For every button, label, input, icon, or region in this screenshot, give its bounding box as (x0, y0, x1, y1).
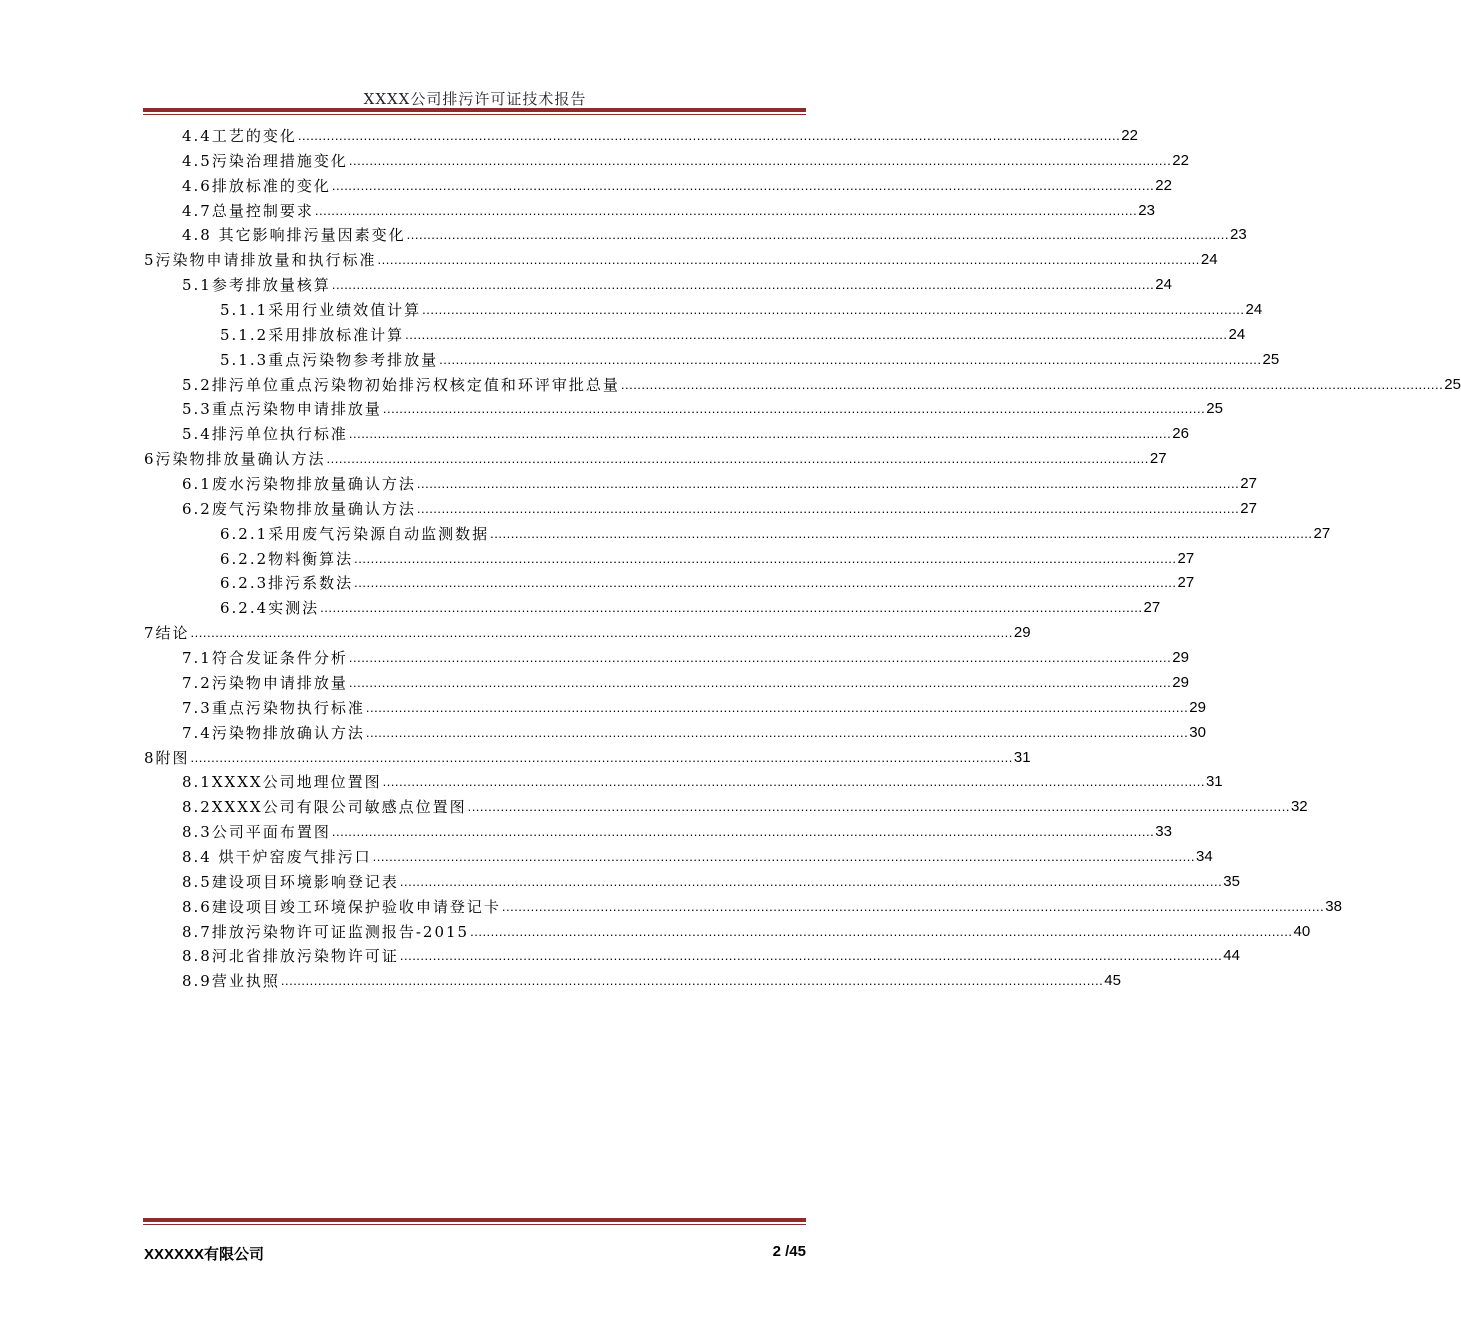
toc-entry-title: 5.2排污单位重点污染物初始排污权核定值和环评审批总量 (182, 375, 620, 394)
toc-entry[interactable] (182, 493, 1257, 518)
toc-entry[interactable] (182, 120, 1138, 145)
toc-entry[interactable] (220, 319, 1246, 344)
toc-entry-page: 26 (1172, 425, 1189, 443)
toc-entry-page: 23 (1230, 226, 1247, 244)
toc-entry-title: 4.7总量控制要求 (182, 201, 314, 220)
toc-entry-page: 27 (1149, 450, 1167, 468)
toc-entry-title: 8.8河北省排放污染物许可证 (182, 947, 399, 966)
footer-page-number: 2 /45 (772, 1243, 806, 1260)
toc-entry-page: 24 (1200, 251, 1218, 269)
toc-entry-page: 27 (1240, 499, 1257, 517)
footer-rule-thick (143, 1218, 806, 1222)
toc-dot-leader: ........................................................................................................................................................................................................ (190, 625, 1013, 641)
toc-entry-title: 8.6建设项目竣工环境保护验收申请登记卡 (182, 897, 501, 916)
toc-entry-page: 23 (1138, 201, 1155, 219)
toc-dot-leader: ........................................................................................................................................................................................................ (620, 376, 1444, 392)
toc-entry-title: 4.5污染治理措施变化 (182, 151, 348, 170)
toc-entry-title: 8.1XXXX公司地理位置图 (182, 773, 382, 792)
toc-entry[interactable] (182, 940, 1240, 966)
toc-entry-title: 8.7排放污染物许可证监测报告-2015 (182, 922, 470, 941)
toc-entry-page: 22 (1121, 127, 1138, 144)
toc-entry-page: 22 (1155, 176, 1172, 194)
toc-entry-title: 8.3公司平面布置图 (182, 823, 331, 842)
toc-entry-page: 27 (1313, 524, 1331, 542)
toc-entry[interactable] (182, 418, 1189, 444)
toc-entry-page: 24 (1228, 325, 1246, 343)
toc-entry-title: 4.6排放标准的变化 (182, 176, 331, 195)
header-title: XXXX公司排污许可证技术报告 (363, 90, 587, 108)
toc-entry-page: 29 (1172, 673, 1189, 691)
toc-entry[interactable] (182, 145, 1189, 170)
header-rule-thick (143, 108, 806, 112)
toc-dot-leader: ........................................................................................................................................................................................................ (406, 227, 1229, 243)
footer-rule-thin (143, 1224, 806, 1225)
toc-dot-leader: ........................................................................................................................................................................................................ (490, 525, 1313, 541)
toc-dot-leader: ........................................................................................................................................................................................................ (348, 650, 1172, 666)
toc-dot-leader: ........................................................................................................................................................................................................ (365, 724, 1189, 740)
toc-entry-page: 30 (1189, 723, 1206, 741)
toc-entry-title: 5污染物申请排放量和执行标准 (144, 251, 377, 270)
toc-entry-page: 29 (1189, 698, 1206, 716)
toc-dot-leader: ........................................................................................................................................................................................................ (416, 476, 1240, 492)
toc-entry-title: 6污染物排放量确认方法 (144, 450, 326, 469)
toc-dot-leader: ........................................................................................................................................................................................................ (422, 302, 1245, 318)
toc-entry-page: 25 (1206, 400, 1223, 418)
toc-entry-page: 22 (1172, 151, 1189, 169)
toc-entry[interactable] (220, 294, 1263, 320)
toc-entry-title: 7.1符合发证条件分析 (182, 649, 348, 668)
toc-entry-page: 31 (1013, 748, 1031, 766)
toc-entry[interactable] (220, 344, 1280, 369)
toc-entry[interactable] (144, 617, 1031, 643)
toc-dot-leader: ........................................................................................................................................................................................................ (354, 575, 1177, 591)
toc-dot-leader: ........................................................................................................................................................................................................ (320, 600, 1143, 616)
toc-entry-page: 31 (1205, 773, 1223, 791)
toc-dot-leader: ........................................................................................................................................................................................................ (326, 451, 1149, 467)
toc-entry[interactable] (182, 468, 1257, 494)
toc-dot-leader: ........................................................................................................................................................................................................ (348, 152, 1172, 168)
toc-entry-page: 29 (1172, 649, 1189, 667)
toc-entry[interactable] (220, 567, 1195, 593)
toc-dot-leader: ........................................................................................................................................................................................................ (314, 202, 1138, 218)
toc-entry-page: 45 (1104, 972, 1121, 990)
toc-entry-title: 4.8 其它影响排污量因素变化 (182, 226, 406, 245)
toc-dot-leader: ........................................................................................................................................................................................................ (331, 277, 1155, 293)
toc-entry-page: 35 (1223, 872, 1240, 890)
toc-entry[interactable] (182, 219, 1247, 245)
toc-entry-title: 8附图 (144, 748, 190, 767)
toc-entry[interactable] (220, 592, 1161, 618)
toc-dot-leader: ........................................................................................................................................................................................................ (439, 351, 1262, 367)
toc-entry-title: 5.4排污单位执行标准 (182, 425, 348, 444)
toc-dot-leader: ........................................................................................................................................................................................................ (348, 674, 1172, 690)
toc-dot-leader: ........................................................................................................................................................................................................ (416, 500, 1240, 516)
toc-entry[interactable] (144, 443, 1167, 469)
toc-entry[interactable] (182, 766, 1223, 792)
toc-dot-leader: ........................................................................................................................................................................................................ (365, 699, 1189, 715)
toc-dot-leader: ........................................................................................................................................................................................................ (467, 799, 1290, 815)
toc-entry-page: 25 (1444, 375, 1461, 393)
toc-dot-leader: ........................................................................................................................................................................................................ (470, 923, 1293, 939)
toc-entry[interactable] (182, 891, 1342, 916)
toc-entry-page: 27 (1177, 574, 1195, 592)
toc-entry-title: 6.2.2物料衡算法 (220, 549, 354, 568)
toc-entry-page: 29 (1013, 624, 1031, 642)
toc-entry[interactable] (182, 692, 1206, 717)
toc-dot-leader: ........................................................................................................................................................................................................ (354, 550, 1177, 566)
toc-dot-leader: ........................................................................................................................................................................................................ (190, 749, 1013, 765)
toc-entry[interactable] (182, 667, 1189, 692)
toc-entry[interactable] (182, 866, 1240, 891)
toc-entry-page: 27 (1177, 549, 1195, 567)
toc-dot-leader: ........................................................................................................................................................................................................ (348, 426, 1172, 442)
toc-dot-leader: ........................................................................................................................................................................................................ (280, 973, 1104, 989)
toc-entry-page: 27 (1240, 475, 1257, 493)
toc-entry[interactable] (144, 742, 1031, 767)
toc-entry-title: 4.4工艺的变化 (182, 127, 297, 145)
toc-entry-title: 8.9营业执照 (182, 972, 280, 991)
toc-entry-page: 32 (1290, 798, 1308, 816)
toc-dot-leader: ........................................................................................................................................................................................................ (382, 774, 1205, 790)
toc-entry[interactable] (182, 965, 1121, 991)
toc-entry-title: 7.3重点污染物执行标准 (182, 698, 365, 717)
toc-entry-title: 6.2.3排污系数法 (220, 574, 354, 593)
toc-entry[interactable] (220, 518, 1331, 543)
toc-entry[interactable] (182, 195, 1155, 220)
toc-entry[interactable] (182, 816, 1172, 842)
toc-entry-title: 7结论 (144, 624, 190, 643)
toc-entry-page: 38 (1325, 897, 1342, 915)
toc-entry[interactable] (182, 393, 1223, 419)
toc-dot-leader: ........................................................................................................................................................................................................ (331, 824, 1155, 840)
toc-entry[interactable] (182, 170, 1172, 195)
toc-entry[interactable] (144, 244, 1218, 270)
footer-company: XXXXXX有限公司 (144, 1246, 265, 1263)
toc-entry[interactable] (182, 717, 1206, 742)
toc-entry-page: 34 (1196, 847, 1213, 865)
toc-entry-title: 5.1.3重点污染物参考排放量 (220, 350, 439, 369)
toc-entry-title: 8.5建设项目环境影响登记表 (182, 872, 399, 891)
toc-entry-title: 5.1.1采用行业绩效值计算 (220, 301, 422, 320)
toc-entry-page: 25 (1262, 350, 1280, 368)
toc-entry-page: 33 (1155, 823, 1172, 841)
toc-entry-title: 8.4 烘干炉窑废气排污口 (182, 847, 372, 866)
toc-entry-page: 40 (1293, 922, 1311, 940)
toc-dot-leader: ........................................................................................................................................................................................................ (331, 177, 1155, 193)
toc-entry[interactable] (182, 916, 1311, 941)
toc-dot-leader: ........................................................................................................................................................................................................ (405, 326, 1228, 342)
toc-entry-page: 27 (1143, 599, 1161, 617)
toc-entry[interactable] (182, 841, 1213, 866)
toc-entry-title: 5.1参考排放量核算 (182, 276, 331, 295)
toc-entry-title: 6.1废水污染物排放量确认方法 (182, 475, 416, 494)
toc-dot-leader: ........................................................................................................................................................................................................ (372, 848, 1195, 864)
toc-dot-leader: ........................................................................................................................................................................................................ (399, 948, 1223, 964)
toc-entry-title: 6.2.1采用废气污染源自动监测数据 (220, 524, 490, 543)
toc-entry[interactable] (182, 269, 1172, 295)
toc-entry-title: 6.2.4实测法 (220, 599, 320, 618)
toc-entry-title: 5.3重点污染物申请排放量 (182, 400, 382, 419)
toc-entry-page: 24 (1245, 301, 1263, 319)
toc-dot-leader: ........................................................................................................................................................................................................ (399, 873, 1223, 889)
toc-entry-page: 24 (1155, 276, 1172, 294)
toc-entry[interactable] (182, 642, 1189, 668)
toc-dot-leader: ........................................................................................................................................................................................................ (501, 898, 1325, 914)
toc-entry-title: 7.4污染物排放确认方法 (182, 723, 365, 742)
toc-entry[interactable] (182, 369, 1461, 394)
toc-entry[interactable] (220, 543, 1195, 568)
toc-entry-title: 5.1.2采用排放标准计算 (220, 325, 405, 344)
header-rule-thin (143, 114, 806, 115)
toc-dot-leader: ........................................................................................................................................................................................................ (377, 252, 1200, 268)
toc-dot-leader: ........................................................................................................................................................................................................ (297, 128, 1121, 143)
toc-entry-title: 7.2污染物申请排放量 (182, 673, 348, 692)
toc-dot-leader: ........................................................................................................................................................................................................ (382, 401, 1206, 417)
toc-entry-page: 44 (1223, 947, 1240, 965)
toc-entry[interactable] (182, 791, 1308, 817)
toc-entry-title: 8.2XXXX公司有限公司敏感点位置图 (182, 798, 467, 817)
toc-entry-title: 6.2废气污染物排放量确认方法 (182, 499, 416, 518)
